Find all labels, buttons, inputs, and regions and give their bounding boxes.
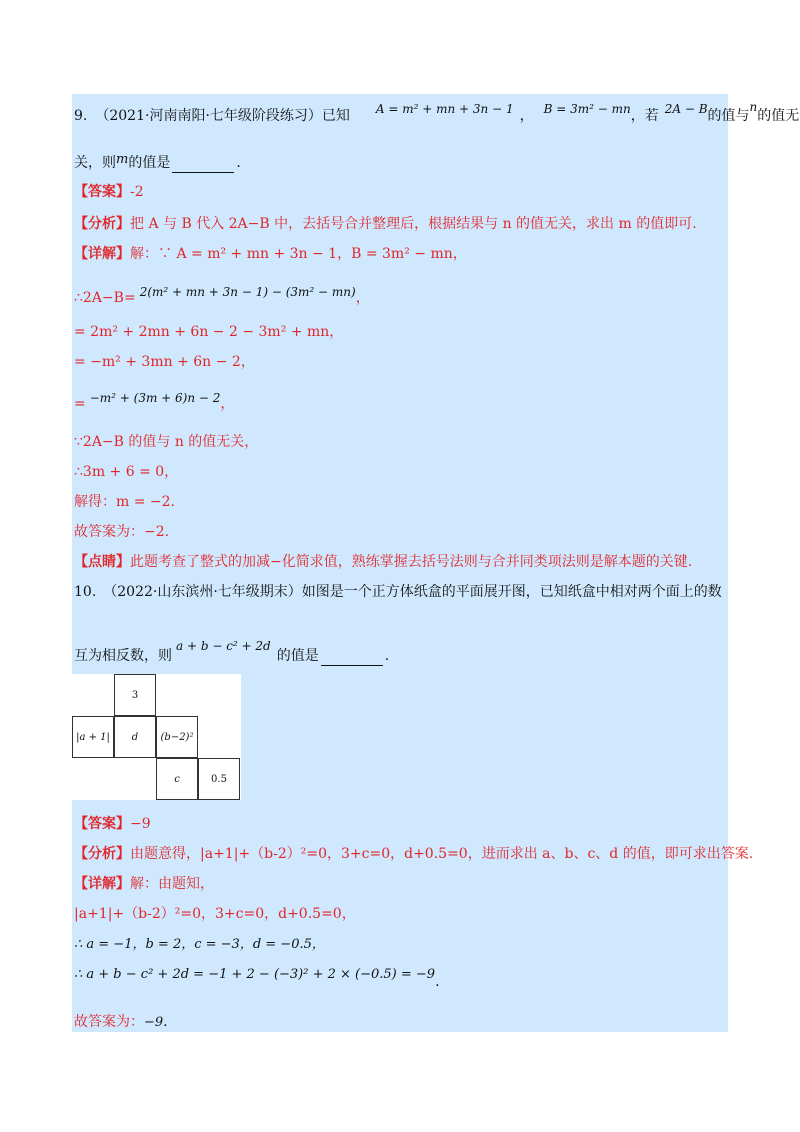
q9-var-m: m	[116, 152, 129, 167]
q9-comma: ，	[519, 108, 534, 124]
q9-step3: = −m² + 3mn + 6n − 2，	[74, 354, 255, 370]
q10-step3	[74, 964, 440, 992]
q9-if: ，若	[630, 108, 659, 124]
net-face-abs	[72, 716, 114, 758]
q9-step5: ∵2A−B 的值与 n 的值无关，	[74, 434, 259, 450]
q9-analysis	[74, 214, 697, 234]
q9-step8: 故答案为：−2.	[74, 524, 170, 540]
q10-line2-a: 互为相反数，则	[74, 648, 172, 664]
net-face-square-label: (b−2)²	[160, 731, 194, 743]
q9-answer-tag: 【答案】	[74, 184, 130, 200]
q10-detail-text: 解：由题知，	[130, 876, 214, 892]
q9-number: 9.	[74, 108, 88, 124]
q9-step1-pre: ∴2A−B=	[74, 290, 136, 306]
q9-step1	[74, 282, 370, 308]
q9-expr-2A-B: 2A − B	[664, 102, 708, 116]
net-face-d	[114, 716, 156, 758]
q10-analysis-tag: 【分析】	[74, 846, 130, 862]
q9-analysis-tag: 【分析】	[74, 216, 130, 232]
q10-step4-value: −9	[144, 1015, 164, 1030]
q10-step1: |a+1|+（b-2）²=0，3+c=0，d+0.5=0，	[74, 906, 356, 922]
q9-answer	[74, 182, 144, 202]
q9-point-tag: 【点睛】	[74, 554, 130, 570]
q9-step1-end: ，	[355, 290, 370, 306]
q9-expr-A: A = m² + mn + 3n − 1	[375, 102, 514, 116]
q10-line2-end: .	[384, 648, 390, 664]
q10-step3-end: .	[435, 974, 440, 990]
q10-step2-math: ∴ a = −1，b = 2，c = −3，d = −0.5，	[74, 937, 325, 952]
q9-line2-end: .	[236, 155, 241, 171]
q9-step4-end: ，	[220, 396, 235, 412]
q10-line2-math: a + b − c² + 2d	[176, 639, 271, 653]
q9-step1-math: 2(m² + mn + 3n − 1) − (3m² − mn)	[139, 285, 356, 299]
q9-analysis-text: 把 A 与 B 代入 2A−B 中，去括号合并整理后，根据结果与 n 的值无关，求出 m 的值即可.	[130, 216, 697, 232]
q9-point-text: 此题考查了整式的加减−化简求值，熟练掌握去括号法则与合并同类项法则是解本题的关键.	[130, 554, 693, 570]
q9-mid: 的值与	[707, 108, 750, 124]
q10-step4	[74, 1012, 168, 1033]
q9-step4-pre: =	[74, 396, 86, 412]
q9-step2: = 2m² + 2mn + 6n − 2 − 3m² + mn，	[74, 324, 344, 340]
q9-step4-math: −m² + (3m + 6)n − 2	[89, 391, 221, 405]
q9-step4	[74, 388, 234, 414]
q10-detail-tag: 【详解】	[74, 876, 130, 892]
q10-step2	[74, 934, 325, 955]
net-face-top-label: 3	[131, 689, 139, 701]
q9-detail	[74, 244, 467, 264]
q9-line1	[74, 100, 800, 126]
q9-detail-tag: 【详解】	[74, 246, 130, 262]
q9-detail-text: 解：∵ A = m² + mn + 3n − 1，B = 3m² − mn，	[130, 246, 467, 262]
net-face-half	[198, 758, 240, 800]
q9-source: （2021·河南南阳·七年级阶段练习）已知	[95, 108, 350, 124]
q9-var-n: n	[749, 100, 758, 114]
q10-step4-end: .	[163, 1014, 168, 1030]
q9-end: 的值无	[757, 108, 800, 124]
net-face-square	[156, 716, 198, 758]
q10-answer	[74, 814, 151, 834]
q10-analysis	[74, 844, 753, 864]
net-face-d-label: d	[131, 731, 139, 743]
net-face-c-label: c	[174, 773, 180, 785]
net-face-half-label: 0.5	[211, 773, 227, 785]
q9-line2-a: 关，则	[74, 155, 116, 171]
q9-answer-blank	[172, 158, 234, 173]
q10-line1: 10. （2022·山东滨州·七年级期末）如图是一个正方体纸盒的平面展开图，已知纸盒中相对两个面上的数	[74, 584, 722, 600]
q10-answer-value: −9	[130, 816, 151, 832]
q9-step6: ∴3m + 6 = 0，	[74, 464, 179, 480]
q10-line2	[74, 636, 389, 666]
q9-expr-B: B = 3m² − mn	[543, 102, 631, 116]
q9-line2	[74, 150, 241, 173]
q10-analysis-text: 由题意得，|a+1|+（b-2）²=0，3+c=0，d+0.5=0，进而求出 a、b、c、d 的值，即可求出答案.	[130, 846, 754, 862]
net-face-top	[114, 674, 156, 716]
q10-answer-tag: 【答案】	[74, 816, 130, 832]
q10-answer-blank	[321, 651, 383, 666]
net-face-c	[156, 758, 198, 800]
q9-step7: 解得：m = −2.	[74, 494, 175, 510]
q9-answer-value: -2	[130, 184, 144, 200]
q10-line2-b: 的值是	[276, 648, 319, 664]
q9-point	[74, 552, 692, 572]
q10-detail	[74, 874, 214, 894]
q10-step4-a: 故答案为：	[74, 1014, 144, 1030]
net-face-abs-label: |a + 1|	[76, 731, 110, 743]
cube-net-figure	[72, 674, 241, 800]
q9-line2-b: 的值是	[128, 155, 171, 171]
q10-step3-math: ∴ a + b − c² + 2d = −1 + 2 − (−3)² + 2 × (−0.5) = −9	[74, 967, 436, 982]
